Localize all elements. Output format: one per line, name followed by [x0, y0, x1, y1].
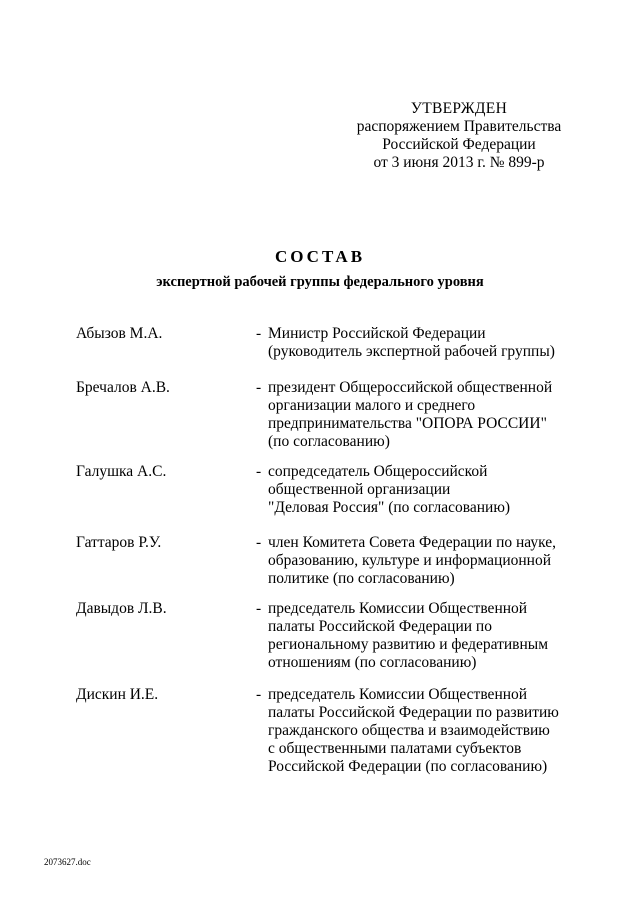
role-line: отношениям (по согласованию)	[268, 654, 477, 671]
member-role	[268, 379, 588, 451]
role-line: палаты Российской Федерации по	[268, 618, 492, 635]
member-role	[268, 325, 588, 361]
member-dash: -	[256, 325, 262, 342]
member-dash: -	[256, 534, 262, 551]
role-line: (по согласованию)	[268, 433, 390, 450]
role-line: палаты Российской Федерации по развитию	[268, 704, 559, 721]
role-line: (руководитель экспертной рабочей группы)	[268, 343, 555, 360]
member-role	[268, 600, 588, 672]
role-line: общественной организации	[268, 481, 451, 498]
role-line: член Комитета Совета Федерации по науке,	[268, 534, 557, 551]
member-role	[268, 534, 588, 588]
role-line: предпринимательства "ОПОРА РОССИИ"	[268, 415, 547, 432]
approval-line: Российской Федерации	[382, 136, 536, 153]
role-line: организации малого и среднего	[268, 397, 476, 414]
member-name: Давыдов Л.В.	[76, 600, 167, 617]
approval-line: от 3 июня 2013 г. № 899-р	[373, 154, 545, 171]
member-dash: -	[256, 379, 262, 396]
role-line: политике (по согласованию)	[268, 570, 455, 587]
role-line: "Деловая Россия" (по согласованию)	[268, 499, 511, 516]
document-title: СОСТАВ	[274, 247, 366, 266]
role-line: образованию, культуре и информационной	[268, 552, 552, 569]
approval-line: распоряжением Правительства	[356, 118, 562, 135]
member-role	[268, 686, 588, 776]
member-dash: -	[256, 686, 262, 703]
approval-heading: УТВЕРЖДЕН	[410, 100, 508, 117]
member-name: Абызов М.А.	[76, 325, 163, 342]
member-name: Бречалов А.В.	[76, 379, 170, 396]
member-role	[268, 463, 588, 517]
role-line: Российской Федерации (по согласованию)	[268, 758, 548, 775]
role-line: председатель Комиссии Общественной	[268, 686, 528, 703]
member-name: Дискин И.Е.	[76, 686, 159, 703]
member-dash: -	[256, 463, 262, 480]
role-line: гражданского общества и взаимодействию	[268, 722, 550, 739]
role-line: с общественными палатами субъектов	[268, 740, 522, 757]
role-line: региональному развитию и федеративным	[268, 636, 549, 653]
approval-stamp	[300, 100, 618, 172]
member-dash: -	[256, 600, 262, 617]
role-line: председатель Комиссии Общественной	[268, 600, 528, 617]
document-subtitle: экспертной рабочей группы федерального уровня	[156, 274, 484, 290]
role-line: президент Общероссийской общественной	[268, 379, 553, 396]
footer-filename: 2073627.doc	[44, 857, 91, 867]
role-line: Министр Российской Федерации	[268, 325, 486, 342]
member-name: Галушка А.С.	[76, 463, 167, 480]
member-name: Гаттаров Р.У.	[76, 534, 162, 551]
role-line: сопредседатель Общероссийской	[268, 463, 488, 480]
